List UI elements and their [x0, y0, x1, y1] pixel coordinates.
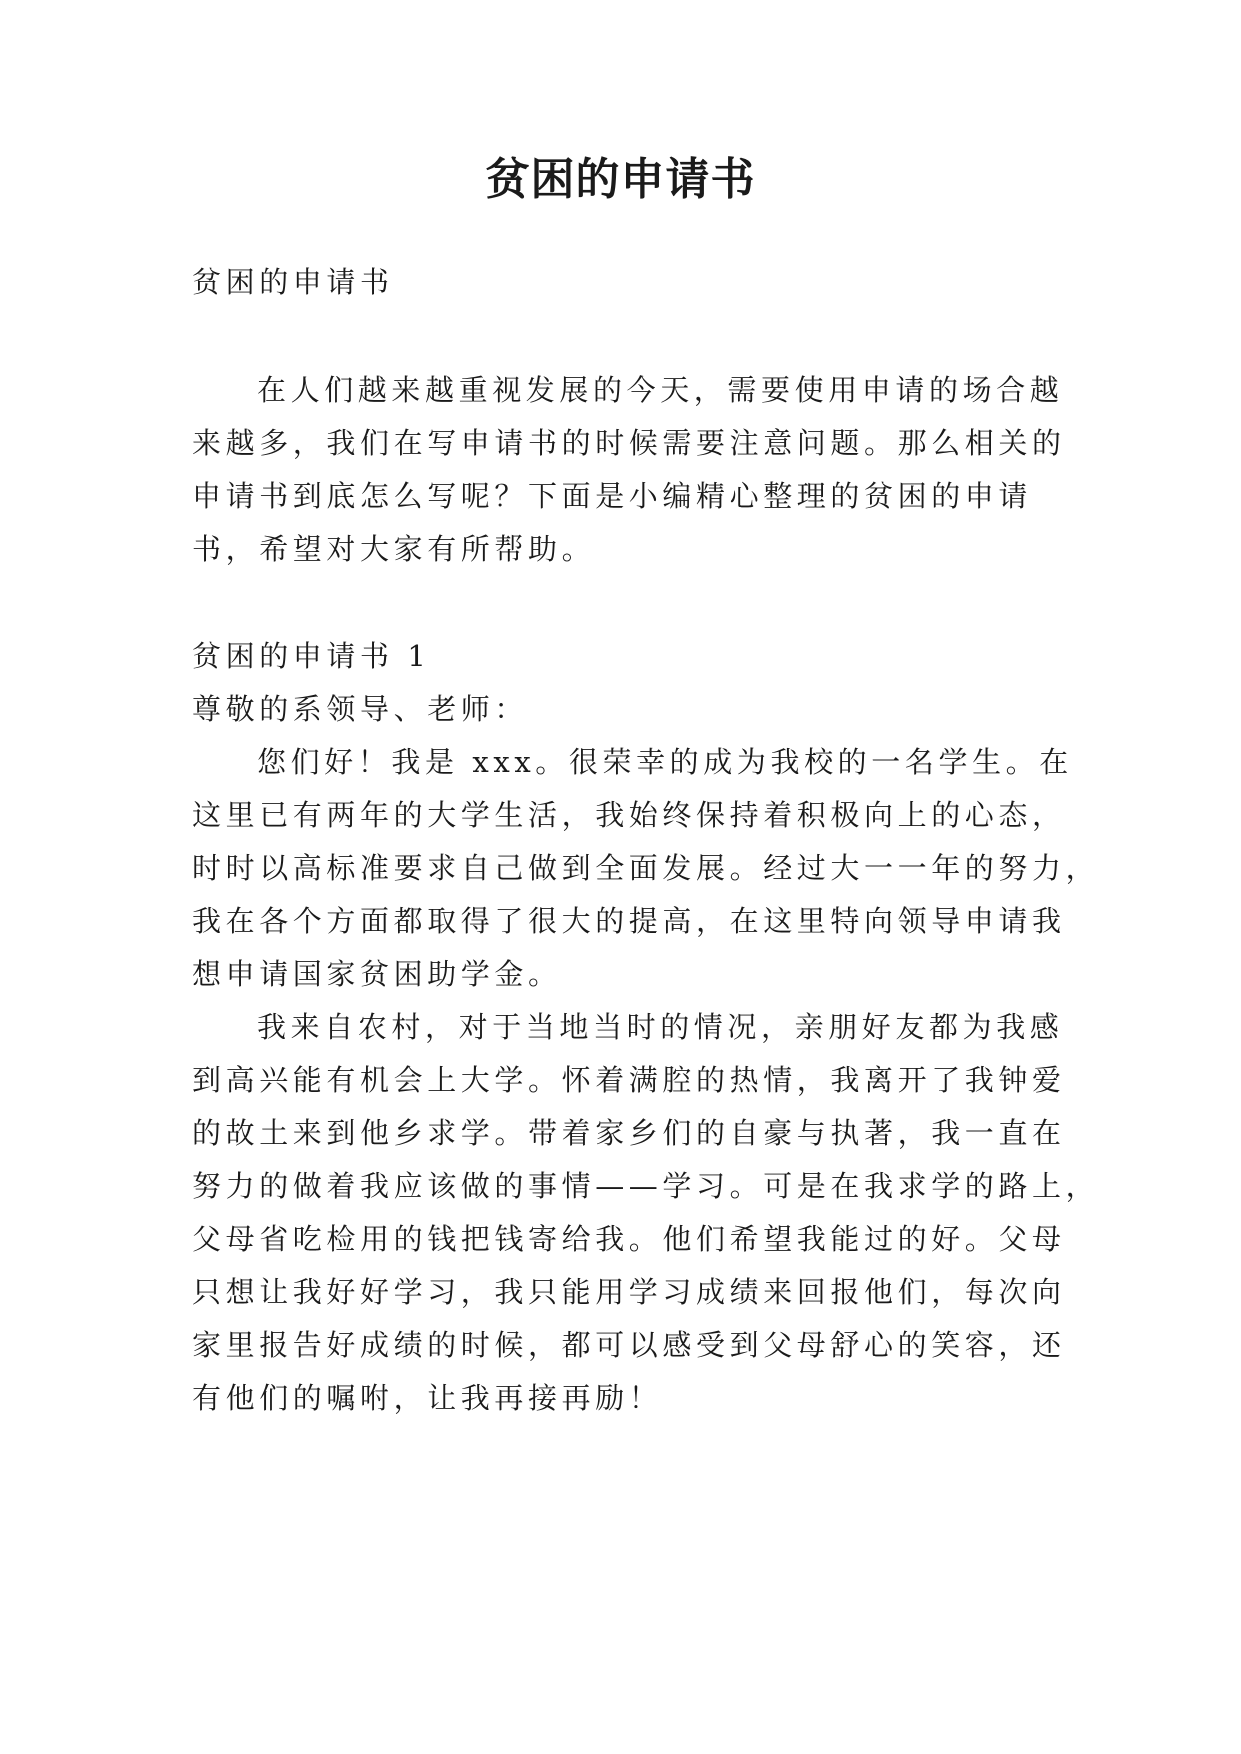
section-heading: 贫困的申请书 1 — [192, 639, 431, 673]
body-line: 我来自农村，对于当地当时的情况，亲朋好友都为我感 — [257, 1010, 1064, 1044]
body-line: 努力的做着我应该做的事情——学习。可是在我求学的路上， — [192, 1169, 1100, 1203]
body-line: 只想让我好好学习，我只能用学习成绩来回报他们，每次向 — [192, 1275, 1066, 1309]
intro-line: 来越多，我们在写申请书的时候需要注意问题。那么相关的 — [192, 426, 1066, 460]
body-line: 想申请国家贫困助学金。 — [192, 957, 562, 991]
body-line: 这里已有两年的大学生活，我始终保持着积极向上的心态， — [192, 798, 1066, 832]
body-line: 家里报告好成绩的时候，都可以感受到父母舒心的笑容，还 — [192, 1328, 1066, 1362]
body-line: 的故土来到他乡求学。带着家乡们的自豪与执著，我一直在 — [192, 1116, 1066, 1150]
body-line: 父母省吃检用的钱把钱寄给我。他们希望我能过的好。父母 — [192, 1222, 1066, 1256]
document-subtitle: 贫困的申请书 — [192, 265, 394, 299]
body-line: 我在各个方面都取得了很大的提高，在这里特向领导申请我 — [192, 904, 1066, 938]
salutation: 尊敬的系领导、老师： — [192, 692, 529, 726]
intro-line: 申请书到底怎么写呢？下面是小编精心整理的贫困的申请 — [192, 479, 1033, 513]
intro-line: 在人们越来越重视发展的今天，需要使用申请的场合越 — [257, 373, 1064, 407]
document-title: 贫困的申请书 — [485, 154, 756, 205]
body-line: 到高兴能有机会上大学。怀着满腔的热情，我离开了我钟爱 — [192, 1063, 1066, 1097]
intro-line: 书，希望对大家有所帮助。 — [192, 532, 596, 566]
body-line: 时时以高标准要求自己做到全面发展。经过大一一年的努力， — [192, 851, 1100, 885]
body-line: 您们好！我是 xxx。很荣幸的成为我校的一名学生。在 — [257, 745, 1073, 779]
body-line: 有他们的嘱咐，让我再接再励！ — [192, 1381, 663, 1415]
